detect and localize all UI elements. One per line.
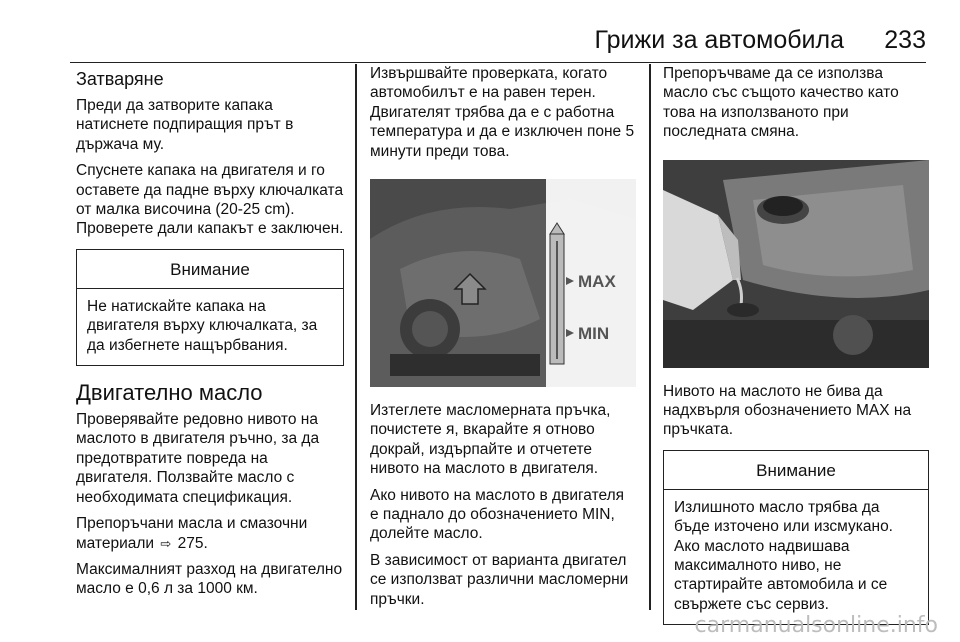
engine-dipstick-illustration	[370, 179, 636, 387]
paragraph-text: на пръчката.	[663, 402, 912, 439]
page-number: 233	[884, 26, 926, 54]
watermark: carmanualsonline.info	[694, 613, 938, 638]
oil-refill-figure	[663, 160, 929, 368]
notice-body: Не натискайте капака на двигателя върху ключалката, за да избегнете нащърбвания.	[87, 297, 318, 354]
notice-box	[76, 249, 344, 366]
column-divider	[355, 64, 357, 610]
paragraph-text: Препоръчани масла и смазочни материали	[76, 515, 308, 552]
notice-heading: Внимание	[77, 250, 343, 289]
column-3	[663, 64, 929, 613]
paragraph-with-reference	[76, 514, 344, 553]
column-1	[76, 64, 344, 610]
notice-heading: Внимание	[664, 451, 928, 490]
page-header	[70, 22, 926, 63]
dipstick-figure	[370, 179, 636, 387]
paragraph: В зависимост от варианта двигател се използват различни масломерни пръчки.	[370, 551, 629, 608]
paragraph-max	[663, 382, 929, 440]
column-2	[370, 64, 636, 610]
paragraph-text: Ако нивото на маслото в двигателя е паднало до обозначението	[370, 486, 625, 524]
column-divider	[649, 64, 651, 610]
paragraph: Спуснете капака на двигателя и го оставете да падне върху ключалката от малка височина (20-25 cm). Проверете дали капакът е заключен.	[76, 162, 344, 238]
section-title-closing: Затваряне	[76, 69, 164, 89]
paragraph-text: Нивото на маслото не бива да надхвърля обозначението	[663, 382, 883, 420]
max-mark: MAX	[855, 402, 890, 420]
max-label: MAX	[578, 272, 616, 292]
paragraph-text: , долейте масло.	[370, 506, 615, 543]
header-title: Грижи за автомобила	[594, 26, 844, 54]
min-mark: MIN	[582, 506, 611, 524]
paragraph-min	[370, 486, 636, 544]
oil-refill-illustration	[663, 160, 929, 368]
paragraph: Препоръчваме да се използва масло със същото качество като това на използваното при последната смяна.	[663, 65, 899, 141]
page-reference-link[interactable]: 275.	[177, 534, 208, 552]
notice-box	[663, 450, 929, 625]
paragraph: Изтеглете масломерната пръчка, почистете я, вкарайте я отново докрай, издърпайте и отчетете нивото на маслото в двигателя.	[370, 402, 611, 478]
paragraph: Извършвайте проверката, когато автомобилът е на равен терен. Двигателят трябва да е с работна температура и да е изключен поне 5 минути преди това.	[370, 65, 635, 160]
page-reference-icon: ⇨	[160, 535, 172, 551]
paragraph: Максималният разход на двигателно масло е 0,6 л за 1000 км.	[76, 560, 343, 598]
notice-body: Излишното масло трябва да бъде източено или изсмукано. Ако маслото надвишава максималното ниво, не стартирайте автомобила и се свържете със сервиз.	[674, 498, 893, 613]
min-label: MIN	[578, 324, 610, 344]
section-title-engine-oil: Двигателно масло	[76, 380, 263, 406]
paragraph: Проверявайте редовно нивото на маслото в двигателя ръчно, за да предотвратите повреда на двигателя. Ползвайте масло с необходимата спецификация.	[76, 411, 320, 506]
paragraph: Преди да затворите капака натиснете подпиращия прът в държача му.	[76, 97, 294, 153]
